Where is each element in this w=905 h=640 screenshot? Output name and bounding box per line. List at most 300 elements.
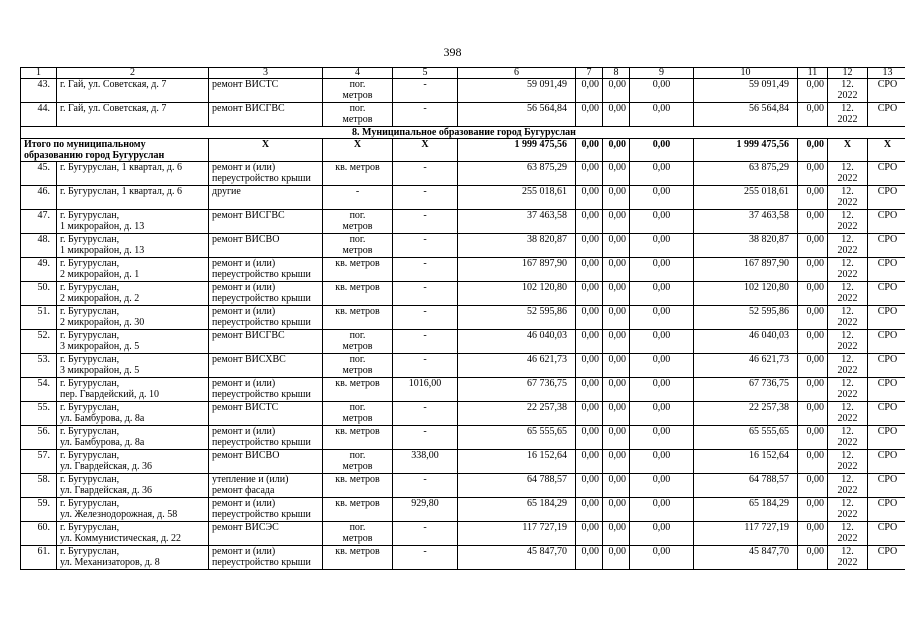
deadline-cell-line: 2022 <box>837 173 858 184</box>
quantity-cell: - <box>393 474 458 498</box>
unit-cell-line: пог. <box>349 450 366 461</box>
work-type-cell-line: переустройство крыши <box>212 437 311 448</box>
deadline-cell-line: 12. <box>841 330 854 341</box>
unit-cell-line: пог. <box>349 330 366 341</box>
value-cell: 0,00 <box>603 354 630 378</box>
work-type-cell <box>209 522 323 546</box>
value-cell: 0,00 <box>603 426 630 450</box>
method-cell: СРО <box>868 498 905 522</box>
deadline-cell-line: 12. <box>841 186 854 197</box>
unit-cell <box>323 258 393 282</box>
value-cell: 0,00 <box>603 498 630 522</box>
method-cell: СРО <box>868 258 905 282</box>
unit-cell-line: пог. <box>349 103 366 114</box>
deadline-cell <box>828 210 868 234</box>
deadline-cell-line: 2022 <box>837 413 858 424</box>
work-type-cell <box>209 79 323 103</box>
value-cell: 0,00 <box>798 258 828 282</box>
cost-cell: 56 564,84 <box>458 103 576 127</box>
fund-cost-cell: 117 727,19 <box>694 522 798 546</box>
value-cell: 0,00 <box>798 103 828 127</box>
value-cell: 0,00 <box>630 162 694 186</box>
address-cell-line: ул. Гвардейская, д. 36 <box>60 485 152 496</box>
section-row <box>21 127 905 139</box>
address-cell <box>57 258 209 282</box>
total-cell: 1 999 475,56 <box>458 139 576 162</box>
table-row <box>21 546 905 570</box>
unit-cell-line: пог. <box>349 79 366 90</box>
column-number: 13 <box>868 68 905 79</box>
fund-cost-cell: 56 564,84 <box>694 103 798 127</box>
deadline-cell-line: 12. <box>841 210 854 221</box>
row-number: 60. <box>21 522 57 546</box>
column-number: 3 <box>209 68 323 79</box>
unit-cell <box>323 498 393 522</box>
work-type-cell <box>209 498 323 522</box>
address-cell <box>57 162 209 186</box>
address-cell-line: ул. Бамбурова, д. 8а <box>60 413 145 424</box>
unit-cell <box>323 162 393 186</box>
value-cell: 0,00 <box>576 330 603 354</box>
value-cell: 0,00 <box>576 79 603 103</box>
value-cell: 0,00 <box>630 103 694 127</box>
fund-cost-cell: 46 621,73 <box>694 354 798 378</box>
fund-cost-cell: 167 897,90 <box>694 258 798 282</box>
work-type-cell-line: ремонт ВИСХВС <box>212 354 286 365</box>
address-cell-line: г. Бугуруслан, <box>60 282 120 293</box>
column-number: 4 <box>323 68 393 79</box>
deadline-cell-line: 12. <box>841 546 854 557</box>
fund-cost-cell: 65 184,29 <box>694 498 798 522</box>
row-number: 50. <box>21 282 57 306</box>
work-type-cell <box>209 258 323 282</box>
work-type-cell-line: переустройство крыши <box>212 509 311 520</box>
value-cell: 0,00 <box>576 234 603 258</box>
fund-cost-cell: 102 120,80 <box>694 282 798 306</box>
work-type-cell-line: переустройство крыши <box>212 317 311 328</box>
deadline-cell <box>828 79 868 103</box>
value-cell: 0,00 <box>576 378 603 402</box>
total-row <box>21 139 905 162</box>
value-cell: 0,00 <box>630 210 694 234</box>
address-cell <box>57 498 209 522</box>
cost-cell: 16 152,64 <box>458 450 576 474</box>
value-cell: 0,00 <box>576 402 603 426</box>
cost-cell: 37 463,58 <box>458 210 576 234</box>
work-type-cell-line: ремонт фасада <box>212 485 275 496</box>
column-number: 9 <box>630 68 694 79</box>
work-type-cell-line: переустройство крыши <box>212 557 311 568</box>
unit-cell-line: кв. метров <box>335 258 380 269</box>
total-label-line: Итого по муниципальному <box>24 139 146 150</box>
value-cell: 0,00 <box>576 258 603 282</box>
unit-cell <box>323 186 393 210</box>
address-cell-line: 2 микрорайон, д. 1 <box>60 269 140 280</box>
address-cell <box>57 354 209 378</box>
deadline-cell <box>828 282 868 306</box>
row-number: 44. <box>21 103 57 127</box>
work-type-cell-line: ремонт ВИСЭС <box>212 522 279 533</box>
value-cell: 0,00 <box>630 330 694 354</box>
value-cell: 0,00 <box>630 79 694 103</box>
column-number: 8 <box>603 68 630 79</box>
work-type-cell <box>209 330 323 354</box>
unit-cell-line: пог. <box>349 234 366 245</box>
quantity-cell: - <box>393 79 458 103</box>
unit-cell-line: пог. <box>349 402 366 413</box>
unit-cell-line: кв. метров <box>335 498 380 509</box>
value-cell: 0,00 <box>576 186 603 210</box>
table-row <box>21 354 905 378</box>
total-cell: X <box>828 139 868 162</box>
unit-cell <box>323 210 393 234</box>
total-cell: 0,00 <box>576 139 603 162</box>
fund-cost-cell: 45 847,70 <box>694 546 798 570</box>
address-cell-line: г. Бугуруслан, <box>60 450 120 461</box>
address-cell-line: ул. Коммунистическая, д. 22 <box>60 533 182 544</box>
value-cell: 0,00 <box>798 186 828 210</box>
deadline-cell <box>828 426 868 450</box>
value-cell: 0,00 <box>603 378 630 402</box>
deadline-cell-line: 2022 <box>837 509 858 520</box>
deadline-cell <box>828 234 868 258</box>
deadline-cell-line: 2022 <box>837 245 858 256</box>
address-cell-line: г. Бугуруслан, <box>60 210 120 221</box>
row-number: 54. <box>21 378 57 402</box>
unit-cell-line: метров <box>342 90 373 101</box>
unit-cell-line: кв. метров <box>335 546 380 557</box>
table-row <box>21 402 905 426</box>
fund-cost-cell: 37 463,58 <box>694 210 798 234</box>
column-number: 12 <box>828 68 868 79</box>
table-row <box>21 103 905 127</box>
address-cell <box>57 210 209 234</box>
table-body <box>21 68 905 570</box>
row-number: 47. <box>21 210 57 234</box>
unit-cell <box>323 474 393 498</box>
value-cell: 0,00 <box>576 450 603 474</box>
value-cell: 0,00 <box>576 426 603 450</box>
row-number: 55. <box>21 402 57 426</box>
unit-cell-line: метров <box>342 341 373 352</box>
quantity-cell: 1016,00 <box>393 378 458 402</box>
fund-cost-cell: 63 875,29 <box>694 162 798 186</box>
method-cell: СРО <box>868 378 905 402</box>
cost-cell: 167 897,90 <box>458 258 576 282</box>
work-type-cell-line: другие <box>212 186 241 197</box>
work-type-cell <box>209 234 323 258</box>
column-number: 1 <box>21 68 57 79</box>
value-cell: 0,00 <box>576 210 603 234</box>
row-number: 48. <box>21 234 57 258</box>
unit-cell-line: - <box>355 186 360 197</box>
address-cell <box>57 474 209 498</box>
deadline-cell <box>828 354 868 378</box>
row-number: 43. <box>21 79 57 103</box>
quantity-cell: - <box>393 306 458 330</box>
fund-cost-cell: 67 736,75 <box>694 378 798 402</box>
deadline-cell-line: 12. <box>841 258 854 269</box>
value-cell: 0,00 <box>603 210 630 234</box>
deadline-cell <box>828 378 868 402</box>
value-cell: 0,00 <box>603 258 630 282</box>
table-row <box>21 162 905 186</box>
method-cell: СРО <box>868 210 905 234</box>
work-type-cell-line: ремонт и (или) <box>212 546 276 557</box>
deadline-cell-line: 2022 <box>837 557 858 568</box>
unit-cell <box>323 354 393 378</box>
value-cell: 0,00 <box>798 210 828 234</box>
work-type-cell <box>209 103 323 127</box>
row-number: 59. <box>21 498 57 522</box>
cost-cell: 67 736,75 <box>458 378 576 402</box>
page-number: 398 <box>443 45 462 59</box>
value-cell: 0,00 <box>798 330 828 354</box>
value-cell: 0,00 <box>630 426 694 450</box>
deadline-cell-line: 2022 <box>837 461 858 472</box>
work-type-cell <box>209 306 323 330</box>
work-type-cell-line: ремонт и (или) <box>212 258 276 269</box>
address-cell <box>57 234 209 258</box>
deadline-cell-line: 12. <box>841 79 854 90</box>
address-cell-line: 3 микрорайон, д. 5 <box>60 365 140 376</box>
deadline-cell-line: 2022 <box>837 389 858 400</box>
quantity-cell: - <box>393 426 458 450</box>
deadline-cell-line: 2022 <box>837 221 858 232</box>
unit-cell <box>323 426 393 450</box>
row-number: 51. <box>21 306 57 330</box>
table-row <box>21 498 905 522</box>
work-type-cell-line: утепление и (или) <box>212 474 289 485</box>
fund-cost-cell: 255 018,61 <box>694 186 798 210</box>
table-row <box>21 474 905 498</box>
value-cell: 0,00 <box>798 402 828 426</box>
unit-cell <box>323 306 393 330</box>
method-cell: СРО <box>868 103 905 127</box>
address-cell-line: г. Бугуруслан, <box>60 258 120 269</box>
work-type-cell <box>209 450 323 474</box>
deadline-cell-line: 12. <box>841 498 854 509</box>
work-type-cell-line: ремонт и (или) <box>212 282 276 293</box>
work-type-cell-line: ремонт ВИСГВС <box>212 103 285 114</box>
value-cell: 0,00 <box>603 79 630 103</box>
value-cell: 0,00 <box>798 522 828 546</box>
fund-cost-cell: 16 152,64 <box>694 450 798 474</box>
cost-cell: 59 091,49 <box>458 79 576 103</box>
deadline-cell-line: 2022 <box>837 533 858 544</box>
address-cell <box>57 306 209 330</box>
method-cell: СРО <box>868 354 905 378</box>
unit-cell-line: пог. <box>349 522 366 533</box>
quantity-cell: - <box>393 186 458 210</box>
total-cell: 0,00 <box>603 139 630 162</box>
column-number: 6 <box>458 68 576 79</box>
value-cell: 0,00 <box>603 402 630 426</box>
deadline-cell <box>828 306 868 330</box>
value-cell: 0,00 <box>798 162 828 186</box>
value-cell: 0,00 <box>630 546 694 570</box>
deadline-cell-line: 12. <box>841 103 854 114</box>
work-type-cell <box>209 282 323 306</box>
work-type-cell-line: ремонт ВИСТС <box>212 402 279 413</box>
method-cell: СРО <box>868 426 905 450</box>
deadline-cell-line: 12. <box>841 522 854 533</box>
value-cell: 0,00 <box>798 546 828 570</box>
table-row <box>21 79 905 103</box>
method-cell: СРО <box>868 306 905 330</box>
fund-cost-cell: 38 820,87 <box>694 234 798 258</box>
deadline-cell-line: 12. <box>841 234 854 245</box>
value-cell: 0,00 <box>576 474 603 498</box>
total-cell: X <box>323 139 393 162</box>
cost-cell: 63 875,29 <box>458 162 576 186</box>
cost-cell: 255 018,61 <box>458 186 576 210</box>
work-type-cell-line: ремонт ВИСГВС <box>212 330 285 341</box>
fund-cost-cell: 22 257,38 <box>694 402 798 426</box>
quantity-cell: - <box>393 210 458 234</box>
address-cell-line: г. Бугуруслан, <box>60 498 120 509</box>
value-cell: 0,00 <box>630 354 694 378</box>
unit-cell-line: кв. метров <box>335 306 380 317</box>
value-cell: 0,00 <box>798 426 828 450</box>
unit-cell-line: метров <box>342 221 373 232</box>
address-cell-line: 1 микрорайон, д. 13 <box>60 245 145 256</box>
deadline-cell <box>828 450 868 474</box>
deadline-cell <box>828 522 868 546</box>
quantity-cell: - <box>393 522 458 546</box>
unit-cell-line: кв. метров <box>335 474 380 485</box>
address-cell-line: ул. Железнодорожная, д. 58 <box>60 509 178 520</box>
address-cell-line: г. Гай, ул. Советская, д. 7 <box>60 79 167 90</box>
column-number: 2 <box>57 68 209 79</box>
address-cell <box>57 546 209 570</box>
value-cell: 0,00 <box>603 162 630 186</box>
deadline-cell-line: 12. <box>841 426 854 437</box>
value-cell: 0,00 <box>603 450 630 474</box>
value-cell: 0,00 <box>798 450 828 474</box>
table-row <box>21 234 905 258</box>
table-row <box>21 330 905 354</box>
address-cell-line: г. Гай, ул. Советская, д. 7 <box>60 103 167 114</box>
column-number: 11 <box>798 68 828 79</box>
work-type-cell-line: ремонт и (или) <box>212 378 276 389</box>
unit-cell-line: кв. метров <box>335 162 380 173</box>
value-cell: 0,00 <box>603 234 630 258</box>
method-cell: СРО <box>868 450 905 474</box>
total-cell: 0,00 <box>630 139 694 162</box>
value-cell: 0,00 <box>630 378 694 402</box>
address-cell <box>57 103 209 127</box>
value-cell: 0,00 <box>576 546 603 570</box>
value-cell: 0,00 <box>798 378 828 402</box>
section-title: 8. Муниципальное образование город Бугуруслан <box>21 127 905 139</box>
value-cell: 0,00 <box>603 282 630 306</box>
address-cell-line: 1 микрорайон, д. 13 <box>60 221 145 232</box>
value-cell: 0,00 <box>630 402 694 426</box>
cost-cell: 46 621,73 <box>458 354 576 378</box>
cost-cell: 46 040,03 <box>458 330 576 354</box>
value-cell: 0,00 <box>576 282 603 306</box>
work-type-cell-line: ремонт ВИСТС <box>212 79 279 90</box>
unit-cell-line: пог. <box>349 210 366 221</box>
fund-cost-cell: 59 091,49 <box>694 79 798 103</box>
deadline-cell-line: 12. <box>841 354 854 365</box>
method-cell: СРО <box>868 162 905 186</box>
unit-cell-line: метров <box>342 413 373 424</box>
value-cell: 0,00 <box>630 186 694 210</box>
deadline-cell-line: 12. <box>841 474 854 485</box>
work-type-cell <box>209 186 323 210</box>
deadline-cell-line: 12. <box>841 162 854 173</box>
unit-cell <box>323 330 393 354</box>
deadline-cell <box>828 474 868 498</box>
work-type-cell-line: ремонт ВИСГВС <box>212 210 285 221</box>
deadline-cell-line: 12. <box>841 378 854 389</box>
table-row <box>21 258 905 282</box>
row-number: 56. <box>21 426 57 450</box>
value-cell: 0,00 <box>630 306 694 330</box>
capital-repair-table <box>20 67 905 570</box>
row-number: 53. <box>21 354 57 378</box>
table-row <box>21 522 905 546</box>
work-type-cell <box>209 474 323 498</box>
deadline-cell <box>828 546 868 570</box>
value-cell: 0,00 <box>798 79 828 103</box>
total-cell: X <box>209 139 323 162</box>
row-number: 57. <box>21 450 57 474</box>
value-cell: 0,00 <box>603 103 630 127</box>
address-cell <box>57 79 209 103</box>
address-cell-line: г. Бугуруслан, <box>60 378 120 389</box>
row-number: 61. <box>21 546 57 570</box>
work-type-cell-line: ремонт ВИСВО <box>212 450 280 461</box>
deadline-cell-line: 2022 <box>837 90 858 101</box>
address-cell-line: г. Бугуруслан, <box>60 522 120 533</box>
method-cell: СРО <box>868 546 905 570</box>
value-cell: 0,00 <box>798 354 828 378</box>
quantity-cell: - <box>393 402 458 426</box>
cost-cell: 65 184,29 <box>458 498 576 522</box>
deadline-cell-line: 2022 <box>837 437 858 448</box>
address-cell <box>57 282 209 306</box>
deadline-cell-line: 12. <box>841 306 854 317</box>
row-number: 46. <box>21 186 57 210</box>
unit-cell <box>323 402 393 426</box>
deadline-cell-line: 2022 <box>837 317 858 328</box>
value-cell: 0,00 <box>576 162 603 186</box>
address-cell-line: ул. Гвардейская, д. 36 <box>60 461 152 472</box>
value-cell: 0,00 <box>798 234 828 258</box>
address-cell-line: 3 микрорайон, д. 5 <box>60 341 140 352</box>
row-number: 49. <box>21 258 57 282</box>
address-cell-line: г. Бугуруслан, 1 квартал, д. 6 <box>60 162 183 173</box>
deadline-cell-line: 2022 <box>837 365 858 376</box>
work-type-cell-line: ремонт и (или) <box>212 426 276 437</box>
cost-cell: 22 257,38 <box>458 402 576 426</box>
work-type-cell <box>209 426 323 450</box>
deadline-cell <box>828 162 868 186</box>
value-cell: 0,00 <box>603 330 630 354</box>
work-type-cell-line: ремонт ВИСВО <box>212 234 280 245</box>
table-row <box>21 282 905 306</box>
total-cell: X <box>393 139 458 162</box>
quantity-cell: - <box>393 162 458 186</box>
value-cell: 0,00 <box>603 474 630 498</box>
unit-cell <box>323 79 393 103</box>
quantity-cell: - <box>393 354 458 378</box>
value-cell: 0,00 <box>576 498 603 522</box>
work-type-cell <box>209 378 323 402</box>
